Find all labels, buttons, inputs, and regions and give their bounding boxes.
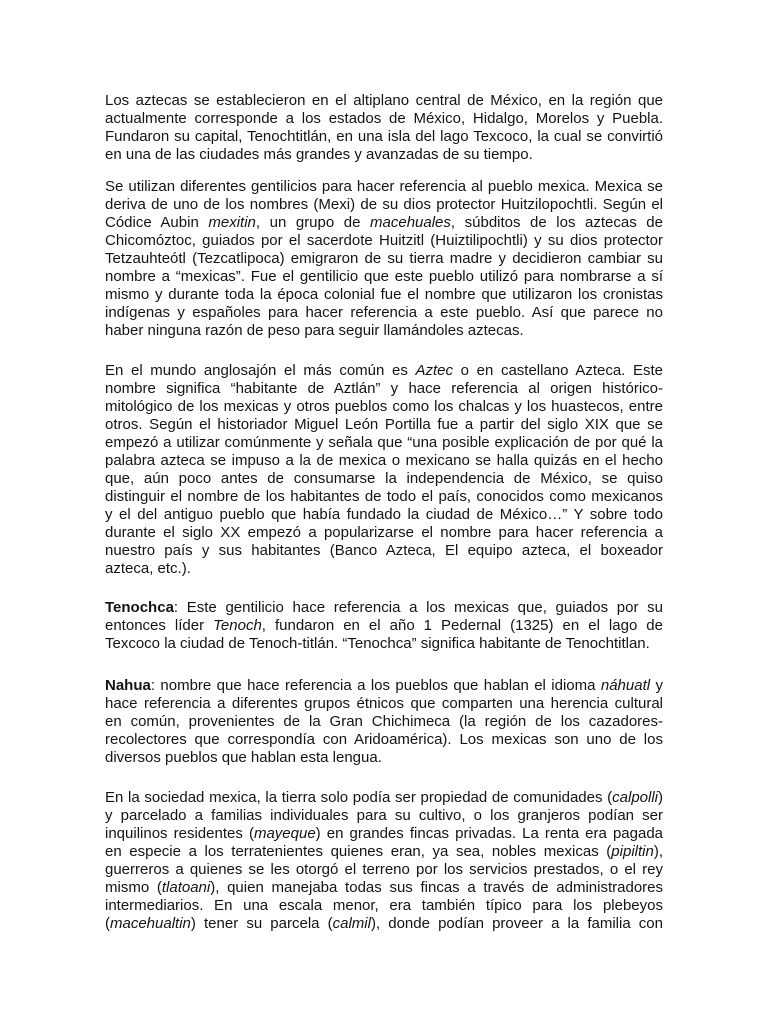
text-line	[105, 617, 663, 635]
paragraph	[105, 599, 663, 653]
paragraph	[105, 677, 663, 767]
text-run: mismo (	[105, 879, 162, 896]
text-run: empezó a utilizar comúnmente y señala que “una posible explicación de por qué la	[105, 434, 663, 451]
italic-term: macehualtin	[110, 915, 191, 932]
text-run: nuestro país y sus habitantes (Banco Azteca, El equipo azteca, el boxeador	[105, 542, 663, 559]
text-run: )	[658, 789, 663, 806]
text-run: nombre significa “habitante de Aztlán” y hace referencia al origen histórico-	[105, 380, 663, 397]
bold-term: Nahua	[105, 677, 151, 694]
text-run: mismo y durante toda la época colonial fue el nombre que utilizaron los cronistas	[105, 286, 663, 303]
text-run: intermediarios. En una escala menor, era también típico para los plebeyos	[105, 897, 663, 914]
text-line	[105, 250, 663, 268]
text-line	[105, 695, 663, 713]
text-line	[105, 488, 663, 506]
text-line	[105, 214, 663, 232]
text-line	[105, 861, 663, 879]
text-run: recolectores que correspondía con Aridoamérica). Los mexicas son uno de los	[105, 731, 663, 748]
text-run: En la sociedad mexica, la tierra solo podía ser propiedad de comunidades (	[105, 789, 613, 806]
text-run: distinguir el nombre de los habitantes de todo el país, conocidos como mexicanos	[105, 488, 663, 505]
bold-term: Tenochca	[105, 599, 174, 616]
text-run: inquilinos residentes (	[105, 825, 254, 842]
text-run: ) en grandes fincas privadas. La renta era pagada	[315, 825, 664, 842]
italic-term: calmil	[332, 915, 371, 932]
text-line	[105, 677, 663, 695]
text-line	[105, 380, 663, 398]
text-line	[105, 825, 663, 843]
text-line	[105, 897, 663, 915]
text-line	[105, 178, 663, 196]
text-run: deriva de uno de los nombres (Mexi) de su dios protector Huitzilopochtli. Según el	[105, 196, 663, 213]
text-run: ),	[653, 843, 663, 860]
text-run: , súbditos de los aztecas de	[450, 214, 663, 231]
text-line	[105, 915, 663, 933]
paragraph	[105, 178, 663, 340]
text-line	[105, 434, 663, 452]
text-line	[105, 416, 663, 434]
italic-term: Aztec	[415, 362, 453, 379]
italic-term: pipiltin	[611, 843, 654, 860]
text-line	[105, 560, 663, 578]
text-run: actualmente corresponde a los estados de México, Hidalgo, Morelos y Puebla.	[105, 110, 663, 127]
text-run: : Este gentilicio hace referencia a los mexicas que, guiados por su	[173, 599, 663, 616]
text-run: entonces líder	[105, 617, 214, 634]
text-line	[105, 128, 663, 146]
text-run: en especie a los terratenientes quienes eran, ya sea, nobles mexicas (	[105, 843, 612, 860]
text-run: azteca, etc.).	[105, 560, 191, 577]
text-run: ), quien manejaba todas sus fincas a través de administradores	[210, 879, 664, 896]
italic-term: Tenoch	[213, 617, 262, 634]
italic-term: mayeque	[253, 825, 316, 842]
italic-term: calpolli	[612, 789, 658, 806]
text-line	[105, 452, 663, 470]
text-run: ), donde podían proveer a la familia con	[370, 915, 663, 932]
text-line	[105, 879, 663, 897]
text-run: , fundaron en el año 1 Pedernal (1325) en el lago de	[261, 617, 663, 634]
text-run: otros. Según el historiador Miguel León Portilla fue a partir del siglo XIX que se	[105, 416, 663, 433]
italic-term: macehuales	[370, 214, 451, 231]
text-run: nombre a “mexicas”. Fue el gentilicio que este pueblo utilizó para nombrarse a sí	[105, 268, 663, 285]
text-run: Se utilizan diferentes gentilicios para hacer referencia al pueblo mexica. Mexica se	[105, 178, 663, 195]
text-line	[105, 542, 663, 560]
text-run: , un grupo de	[255, 214, 371, 231]
text-run: : nombre que hace referencia a los pueblos que hablan el idioma	[150, 677, 601, 694]
document-body	[105, 92, 663, 933]
italic-term: mexitin	[208, 214, 256, 231]
text-line	[105, 789, 663, 807]
text-run: Fundaron su capital, Tenochtitlán, en una isla del lago Texcoco, la cual se convirtió	[105, 128, 663, 145]
text-run: indígenas y españoles para hacer referencia a este pueblo. Así que parece no	[105, 304, 663, 321]
text-line	[105, 398, 663, 416]
text-line	[105, 731, 663, 749]
text-run: durante el siglo XX empezó a popularizarse el nombre para hacer referencia a	[105, 524, 663, 541]
text-line	[105, 146, 663, 164]
text-run: Chicomóztoc, guiados por el sacerdote Huitzitl (Huiztilipochtli) y su dios protector	[105, 232, 663, 249]
text-run: Los aztecas se establecieron en el altiplano central de México, en la región que	[105, 92, 663, 109]
text-run: Texcoco la ciudad de Tenoch-titlán. “Tenochca” significa habitante de Tenochtitlan.	[105, 635, 650, 652]
paragraph	[105, 92, 663, 164]
text-run: mitológico de los mexicas y otros pueblos como los chalcas y los huastecos, entre	[105, 398, 663, 415]
text-line	[105, 749, 663, 767]
text-run: y	[650, 677, 663, 694]
text-run: en común, provenientes de la Gran Chichimeca (la región de los cazadores-	[105, 713, 663, 730]
text-line	[105, 286, 663, 304]
text-line	[105, 232, 663, 250]
text-run: En el mundo anglosajón el más común es	[105, 362, 416, 379]
text-line	[105, 470, 663, 488]
text-line	[105, 635, 663, 653]
text-line	[105, 713, 663, 731]
text-run: y el del antiguo pueblo que había fundado la ciudad de México…” Y sobre todo	[105, 506, 663, 523]
italic-term: tlatoani	[161, 879, 211, 896]
text-line	[105, 196, 663, 214]
paragraph	[105, 362, 663, 578]
text-run: y parcelado a familias individuales para su cultivo, o los granjeros podían ser	[105, 807, 663, 824]
text-run: haber ninguna razón de peso para seguir llamándoles aztecas.	[105, 322, 524, 339]
text-run: palabra azteca se impuso a la de mexica o mexicano se halla quizás en el hecho	[105, 452, 663, 469]
text-line	[105, 843, 663, 861]
text-line	[105, 506, 663, 524]
text-run: (	[105, 915, 110, 932]
text-run: guerreros a quienes se les otorgó el terreno por los servicios prestados, o el rey	[105, 861, 663, 878]
text-run: diversos pueblos que hablan esta lengua.	[105, 749, 382, 766]
text-line	[105, 524, 663, 542]
text-run: en una de las ciudades más grandes y avanzadas de su tiempo.	[105, 146, 533, 163]
text-line	[105, 110, 663, 128]
paragraph	[105, 789, 663, 933]
text-line	[105, 807, 663, 825]
text-line	[105, 362, 663, 380]
text-line	[105, 92, 663, 110]
italic-term: náhuatl	[600, 677, 651, 694]
text-run: o en castellano Azteca. Este	[453, 362, 663, 379]
text-line	[105, 304, 663, 322]
text-line	[105, 322, 663, 340]
text-line	[105, 599, 663, 617]
text-line	[105, 268, 663, 286]
text-run: hace referencia a diferentes grupos étnicos que comparten una herencia cultural	[105, 695, 663, 712]
text-run: que, aún poco antes de consumarse la independencia de México, se quiso	[105, 470, 663, 487]
text-run: Códice Aubin	[105, 214, 209, 231]
text-run: ) tener su parcela (	[190, 915, 333, 932]
text-run: Tetzauhteótl (Tezcatlipoca) emigraron de su tierra madre y decidieron cambiar su	[105, 250, 663, 267]
